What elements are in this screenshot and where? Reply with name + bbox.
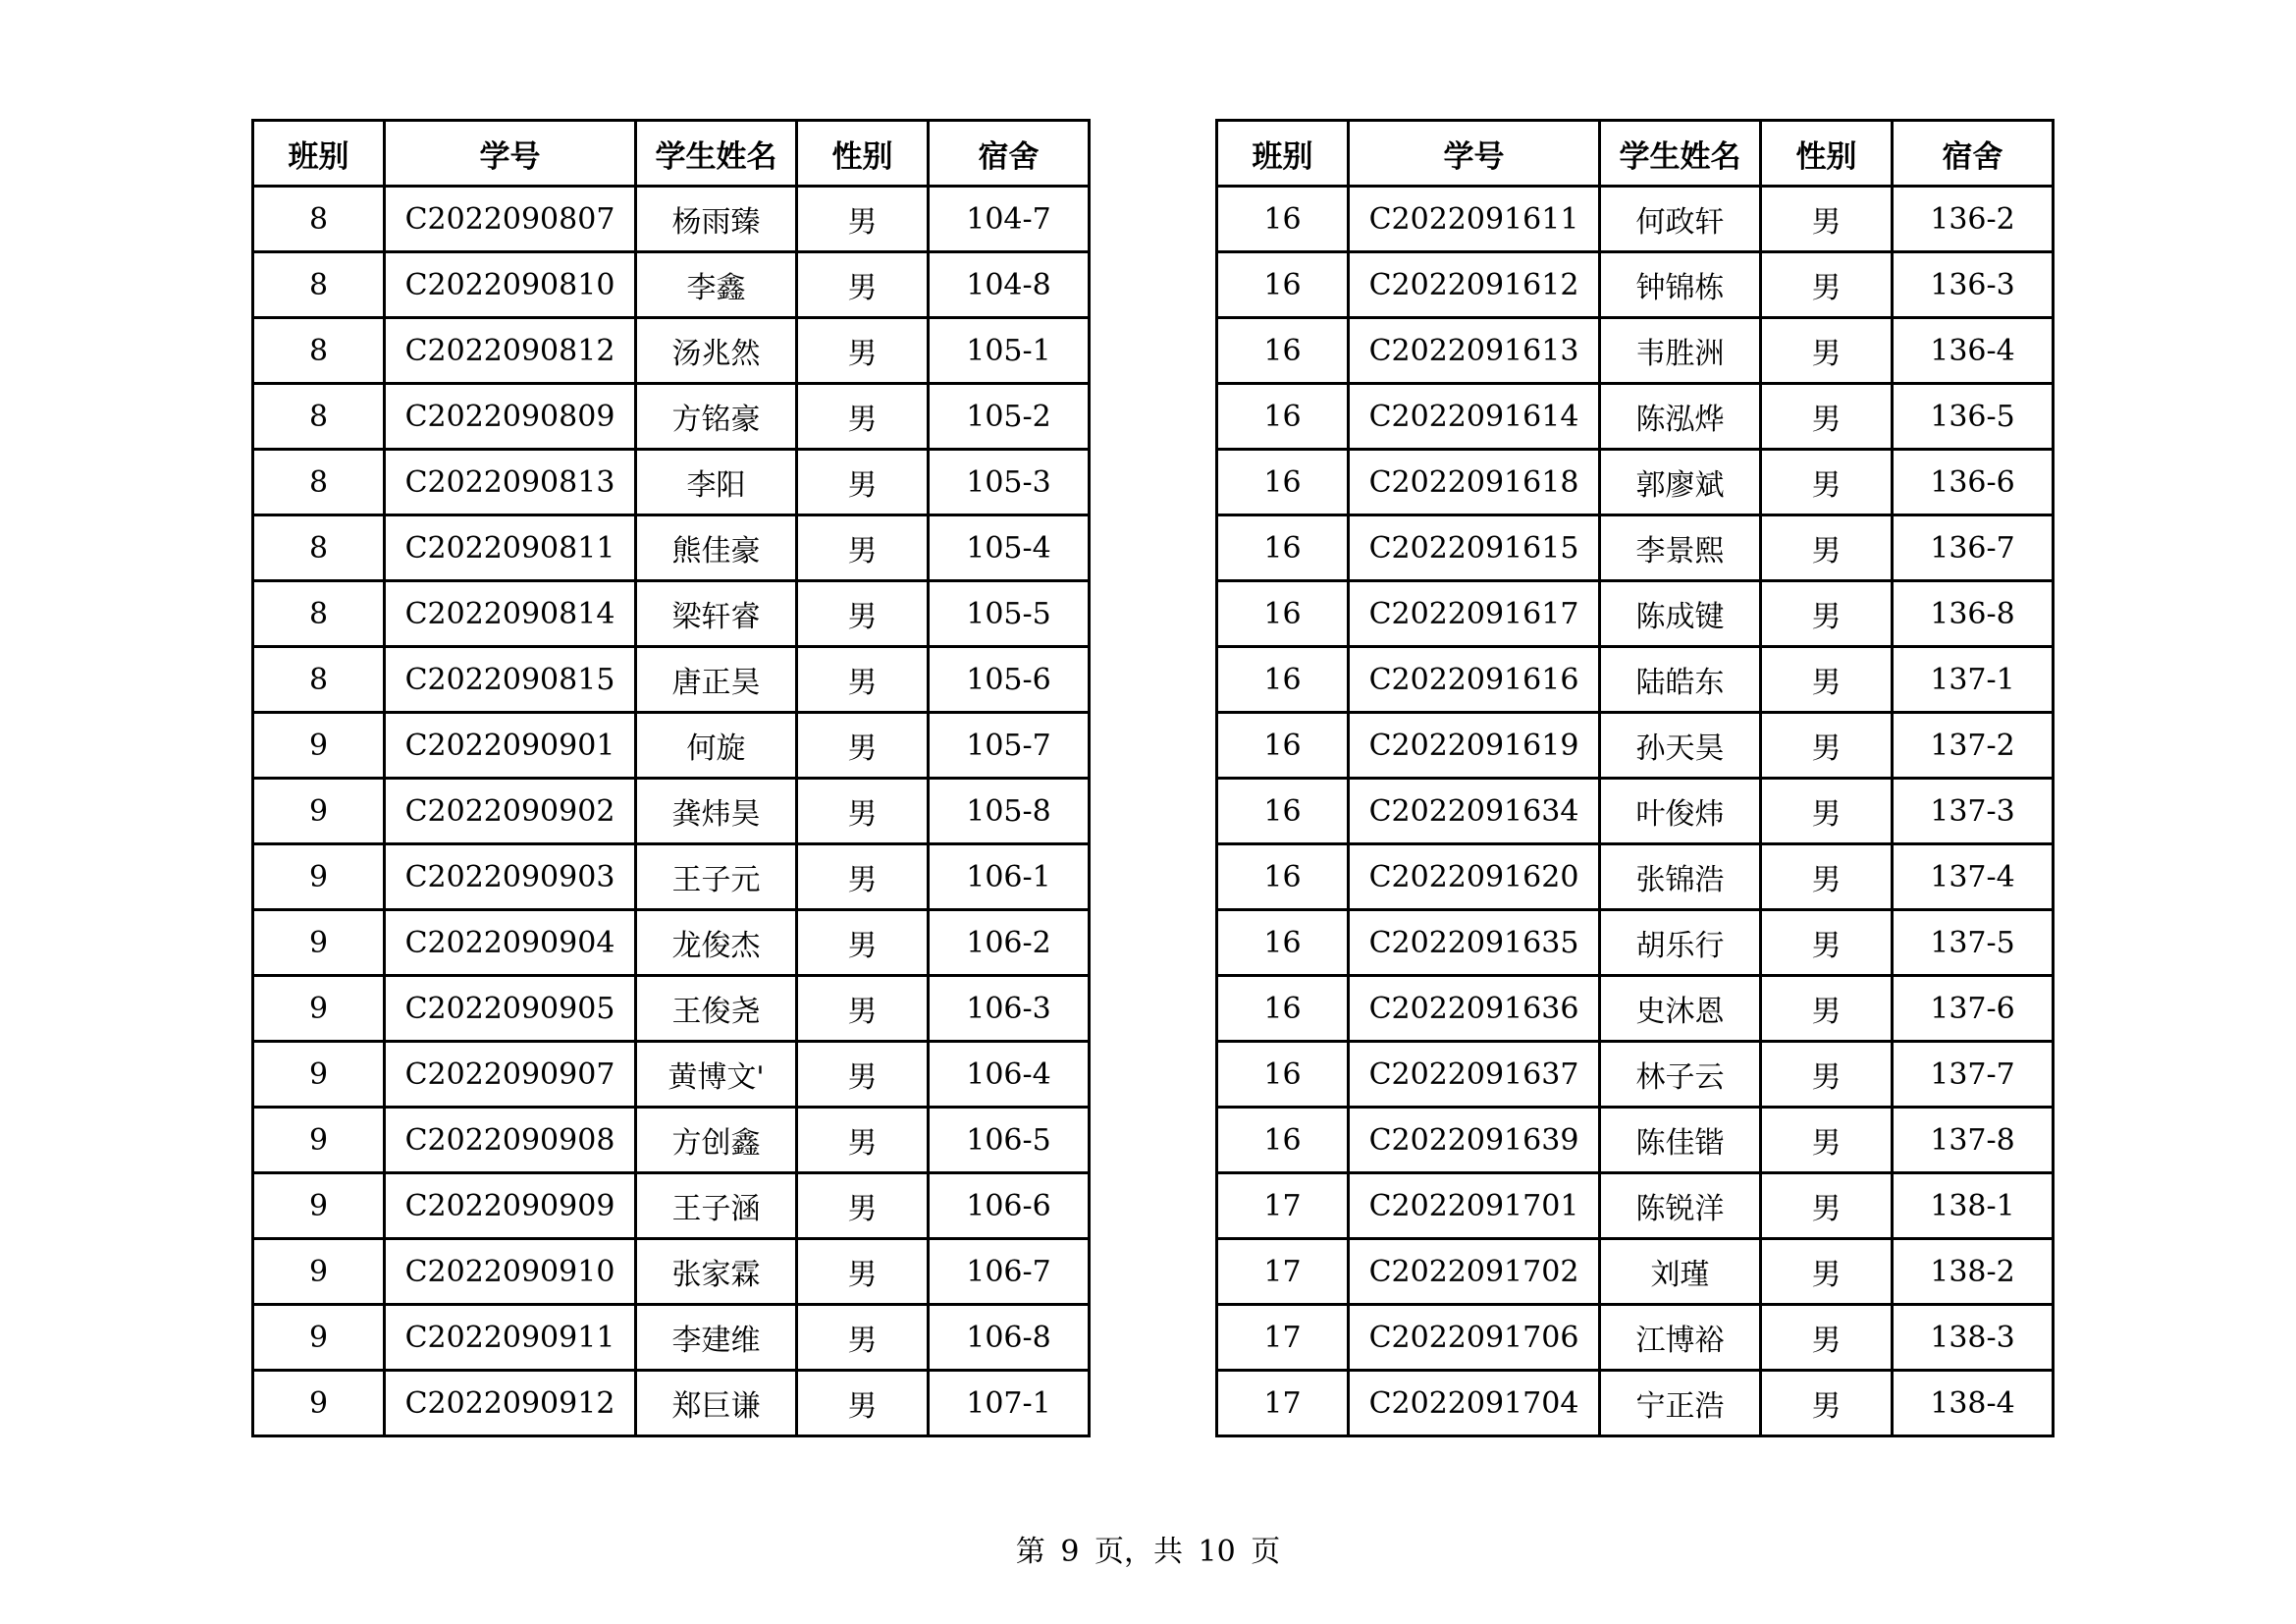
cell-student-name: 胡乐行 [1600, 910, 1761, 976]
table-row [253, 1108, 1090, 1173]
cell-dorm: 137-4 [1893, 844, 2054, 910]
cell-gender: 男 [797, 1042, 929, 1108]
cell-student-name: 李鑫 [636, 252, 797, 318]
cell-student-id: C2022090903 [385, 844, 636, 910]
cell-dorm: 138-2 [1893, 1239, 2054, 1305]
cell-student-name: 方铭豪 [636, 384, 797, 450]
cell-student-id: C2022090901 [385, 713, 636, 779]
header-student-id: 学号 [385, 121, 636, 187]
table-row [1217, 384, 2054, 450]
cell-class: 17 [1217, 1305, 1349, 1371]
cell-dorm: 105-2 [929, 384, 1090, 450]
cell-student-id: C2022091634 [1349, 779, 1600, 844]
cell-class: 8 [253, 515, 385, 581]
table-row [253, 844, 1090, 910]
table-row [1217, 1371, 2054, 1436]
cell-class: 17 [1217, 1173, 1349, 1239]
cell-student-id: C2022091614 [1349, 384, 1600, 450]
cell-dorm: 137-1 [1893, 647, 2054, 713]
cell-student-id: C2022091636 [1349, 976, 1600, 1042]
cell-student-name: 黄博文' [636, 1042, 797, 1108]
cell-class: 16 [1217, 515, 1349, 581]
cell-gender: 男 [797, 384, 929, 450]
cell-dorm: 136-5 [1893, 384, 2054, 450]
cell-gender: 男 [797, 581, 929, 647]
table-row [253, 1239, 1090, 1305]
cell-dorm: 136-3 [1893, 252, 2054, 318]
header-class: 班别 [1217, 121, 1349, 187]
cell-gender: 男 [1761, 1305, 1893, 1371]
cell-student-id: C2022091618 [1349, 450, 1600, 515]
cell-dorm: 104-7 [929, 187, 1090, 252]
cell-class: 8 [253, 581, 385, 647]
cell-class: 9 [253, 713, 385, 779]
cell-gender: 男 [797, 1173, 929, 1239]
cell-gender: 男 [1761, 1042, 1893, 1108]
cell-dorm: 136-2 [1893, 187, 2054, 252]
cell-gender: 男 [797, 1239, 929, 1305]
header-gender: 性别 [797, 121, 929, 187]
cell-dorm: 106-5 [929, 1108, 1090, 1173]
cell-class: 8 [253, 252, 385, 318]
cell-student-name: 郭廖斌 [1600, 450, 1761, 515]
cell-gender: 男 [1761, 1173, 1893, 1239]
table-row [253, 1173, 1090, 1239]
cell-student-name: 钟锦栋 [1600, 252, 1761, 318]
cell-student-id: C2022091612 [1349, 252, 1600, 318]
cell-gender: 男 [1761, 647, 1893, 713]
cell-dorm: 107-1 [929, 1371, 1090, 1436]
cell-gender: 男 [1761, 187, 1893, 252]
cell-student-name: 龚炜昊 [636, 779, 797, 844]
cell-student-name: 王子涵 [636, 1173, 797, 1239]
cell-class: 16 [1217, 252, 1349, 318]
cell-student-id: C2022091617 [1349, 581, 1600, 647]
header-student-id: 学号 [1349, 121, 1600, 187]
cell-student-name: 史沐恩 [1600, 976, 1761, 1042]
cell-dorm: 106-1 [929, 844, 1090, 910]
cell-student-id: C2022090904 [385, 910, 636, 976]
cell-dorm: 137-6 [1893, 976, 2054, 1042]
cell-dorm: 136-4 [1893, 318, 2054, 384]
header-student-name: 学生姓名 [1600, 121, 1761, 187]
cell-student-id: C2022090912 [385, 1371, 636, 1436]
cell-student-id: C2022091613 [1349, 318, 1600, 384]
cell-student-id: C2022090811 [385, 515, 636, 581]
cell-student-id: C2022090905 [385, 976, 636, 1042]
cell-dorm: 136-6 [1893, 450, 2054, 515]
cell-student-name: 李建维 [636, 1305, 797, 1371]
table-header-row [253, 121, 1090, 187]
cell-dorm: 106-2 [929, 910, 1090, 976]
table-row [1217, 910, 2054, 976]
cell-gender: 男 [797, 976, 929, 1042]
cell-class: 16 [1217, 1108, 1349, 1173]
cell-class: 8 [253, 187, 385, 252]
cell-student-id: C2022091615 [1349, 515, 1600, 581]
cell-student-id: C2022091635 [1349, 910, 1600, 976]
page-footer: 第 9 页，共 10 页 [1015, 1535, 1281, 1569]
cell-dorm: 137-7 [1893, 1042, 2054, 1108]
table-row [1217, 1042, 2054, 1108]
cell-dorm: 138-3 [1893, 1305, 2054, 1371]
header-gender: 性别 [1761, 121, 1893, 187]
cell-class: 9 [253, 1173, 385, 1239]
cell-student-id: C2022090814 [385, 581, 636, 647]
roster-body-left [253, 187, 1090, 1436]
table-row [253, 910, 1090, 976]
cell-student-name: 张家霖 [636, 1239, 797, 1305]
cell-gender: 男 [1761, 779, 1893, 844]
cell-student-name: 陆皓东 [1600, 647, 1761, 713]
cell-gender: 男 [1761, 450, 1893, 515]
cell-class: 9 [253, 976, 385, 1042]
cell-gender: 男 [797, 844, 929, 910]
table-header-row [1217, 121, 2054, 187]
cell-dorm: 136-8 [1893, 581, 2054, 647]
cell-dorm: 105-1 [929, 318, 1090, 384]
table-row [1217, 779, 2054, 844]
cell-student-name: 叶俊炜 [1600, 779, 1761, 844]
table-row [1217, 318, 2054, 384]
cell-dorm: 105-6 [929, 647, 1090, 713]
cell-student-name: 唐正昊 [636, 647, 797, 713]
header-student-name: 学生姓名 [636, 121, 797, 187]
table-row [1217, 581, 2054, 647]
cell-student-name: 陈成键 [1600, 581, 1761, 647]
table-row [1217, 515, 2054, 581]
cell-dorm: 106-6 [929, 1173, 1090, 1239]
cell-gender: 男 [1761, 844, 1893, 910]
cell-student-id: C2022090810 [385, 252, 636, 318]
table-row [1217, 1173, 2054, 1239]
cell-dorm: 105-4 [929, 515, 1090, 581]
cell-student-id: C2022091619 [1349, 713, 1600, 779]
cell-student-id: C2022090902 [385, 779, 636, 844]
cell-dorm: 137-5 [1893, 910, 2054, 976]
cell-gender: 男 [1761, 1108, 1893, 1173]
cell-class: 16 [1217, 647, 1349, 713]
cell-student-id: C2022091706 [1349, 1305, 1600, 1371]
table-row [253, 450, 1090, 515]
cell-student-name: 王子元 [636, 844, 797, 910]
table-row [1217, 844, 2054, 910]
cell-student-id: C2022091702 [1349, 1239, 1600, 1305]
cell-class: 16 [1217, 581, 1349, 647]
cell-gender: 男 [797, 450, 929, 515]
cell-gender: 男 [1761, 581, 1893, 647]
table-row [253, 515, 1090, 581]
cell-class: 9 [253, 779, 385, 844]
table-row [253, 1371, 1090, 1436]
cell-class: 16 [1217, 318, 1349, 384]
cell-dorm: 137-8 [1893, 1108, 2054, 1173]
cell-student-name: 韦胜洲 [1600, 318, 1761, 384]
table-row [1217, 713, 2054, 779]
cell-dorm: 138-1 [1893, 1173, 2054, 1239]
table-row [1217, 450, 2054, 515]
cell-student-id: C2022091637 [1349, 1042, 1600, 1108]
table-row [253, 976, 1090, 1042]
cell-class: 16 [1217, 384, 1349, 450]
cell-gender: 男 [1761, 910, 1893, 976]
cell-gender: 男 [1761, 252, 1893, 318]
cell-class: 9 [253, 1371, 385, 1436]
cell-class: 16 [1217, 187, 1349, 252]
cell-gender: 男 [1761, 1371, 1893, 1436]
cell-class: 16 [1217, 844, 1349, 910]
cell-student-id: C2022091704 [1349, 1371, 1600, 1436]
cell-class: 9 [253, 910, 385, 976]
cell-student-id: C2022090813 [385, 450, 636, 515]
cell-dorm: 138-4 [1893, 1371, 2054, 1436]
cell-class: 16 [1217, 910, 1349, 976]
cell-class: 17 [1217, 1239, 1349, 1305]
cell-dorm: 105-5 [929, 581, 1090, 647]
cell-dorm: 137-2 [1893, 713, 2054, 779]
cell-student-name: 林子云 [1600, 1042, 1761, 1108]
cell-class: 17 [1217, 1371, 1349, 1436]
roster-table-left [251, 119, 1091, 1437]
cell-gender: 男 [797, 187, 929, 252]
cell-dorm: 136-7 [1893, 515, 2054, 581]
cell-student-id: C2022090812 [385, 318, 636, 384]
cell-student-id: C2022090909 [385, 1173, 636, 1239]
cell-student-id: C2022090907 [385, 1042, 636, 1108]
cell-class: 9 [253, 1108, 385, 1173]
cell-student-id: C2022090910 [385, 1239, 636, 1305]
cell-student-name: 张锦浩 [1600, 844, 1761, 910]
table-row [1217, 1108, 2054, 1173]
cell-student-name: 宁正浩 [1600, 1371, 1761, 1436]
header-dorm: 宿舍 [1893, 121, 2054, 187]
cell-gender: 男 [1761, 713, 1893, 779]
cell-dorm: 106-3 [929, 976, 1090, 1042]
table-row [1217, 976, 2054, 1042]
cell-student-name: 梁轩睿 [636, 581, 797, 647]
cell-dorm: 106-8 [929, 1305, 1090, 1371]
table-row [1217, 1305, 2054, 1371]
table-row [1217, 1239, 2054, 1305]
cell-class: 8 [253, 318, 385, 384]
table-row [253, 713, 1090, 779]
cell-gender: 男 [797, 252, 929, 318]
cell-dorm: 106-7 [929, 1239, 1090, 1305]
cell-student-name: 何旋 [636, 713, 797, 779]
cell-student-name: 孙天昊 [1600, 713, 1761, 779]
table-row [253, 187, 1090, 252]
table-row [253, 252, 1090, 318]
cell-student-name: 王俊尧 [636, 976, 797, 1042]
cell-gender: 男 [797, 779, 929, 844]
cell-gender: 男 [797, 1371, 929, 1436]
cell-gender: 男 [797, 515, 929, 581]
cell-class: 9 [253, 1042, 385, 1108]
header-dorm: 宿舍 [929, 121, 1090, 187]
table-row [253, 384, 1090, 450]
cell-student-name: 陈锐洋 [1600, 1173, 1761, 1239]
cell-gender: 男 [797, 910, 929, 976]
cell-student-id: C2022091639 [1349, 1108, 1600, 1173]
cell-class: 16 [1217, 1042, 1349, 1108]
cell-student-name: 李阳 [636, 450, 797, 515]
cell-gender: 男 [797, 1108, 929, 1173]
cell-gender: 男 [797, 1305, 929, 1371]
cell-student-name: 熊佳豪 [636, 515, 797, 581]
cell-student-name: 陈佳锴 [1600, 1108, 1761, 1173]
cell-student-name: 江博裕 [1600, 1305, 1761, 1371]
cell-dorm: 104-8 [929, 252, 1090, 318]
cell-class: 9 [253, 1239, 385, 1305]
cell-student-id: C2022091620 [1349, 844, 1600, 910]
table-row [253, 581, 1090, 647]
roster-body-right [1217, 187, 2054, 1436]
cell-student-name: 郑巨谦 [636, 1371, 797, 1436]
table-row [1217, 647, 2054, 713]
cell-class: 8 [253, 384, 385, 450]
cell-class: 16 [1217, 450, 1349, 515]
cell-student-id: C2022090908 [385, 1108, 636, 1173]
cell-student-name: 李景熙 [1600, 515, 1761, 581]
roster-table-right [1215, 119, 2055, 1437]
cell-dorm: 106-4 [929, 1042, 1090, 1108]
table-row [253, 318, 1090, 384]
cell-student-name: 刘瑾 [1600, 1239, 1761, 1305]
cell-gender: 男 [1761, 384, 1893, 450]
cell-class: 9 [253, 844, 385, 910]
cell-gender: 男 [1761, 318, 1893, 384]
cell-student-name: 龙俊杰 [636, 910, 797, 976]
cell-student-name: 杨雨臻 [636, 187, 797, 252]
cell-student-id: C2022091701 [1349, 1173, 1600, 1239]
cell-gender: 男 [1761, 515, 1893, 581]
cell-student-name: 汤兆然 [636, 318, 797, 384]
cell-class: 8 [253, 450, 385, 515]
cell-gender: 男 [797, 647, 929, 713]
cell-student-id: C2022090809 [385, 384, 636, 450]
table-row [253, 779, 1090, 844]
cell-student-name: 方创鑫 [636, 1108, 797, 1173]
table-row [253, 1305, 1090, 1371]
table-row [253, 1042, 1090, 1108]
cell-dorm: 105-3 [929, 450, 1090, 515]
cell-gender: 男 [797, 318, 929, 384]
cell-gender: 男 [1761, 1239, 1893, 1305]
table-row [253, 647, 1090, 713]
cell-student-id: C2022091611 [1349, 187, 1600, 252]
cell-class: 16 [1217, 779, 1349, 844]
cell-student-id: C2022090911 [385, 1305, 636, 1371]
cell-class: 16 [1217, 976, 1349, 1042]
header-class: 班别 [253, 121, 385, 187]
cell-student-name: 何政轩 [1600, 187, 1761, 252]
cell-student-id: C2022090807 [385, 187, 636, 252]
cell-class: 16 [1217, 713, 1349, 779]
cell-gender: 男 [1761, 976, 1893, 1042]
cell-student-id: C2022090815 [385, 647, 636, 713]
table-row [1217, 252, 2054, 318]
cell-dorm: 137-3 [1893, 779, 2054, 844]
cell-class: 8 [253, 647, 385, 713]
cell-student-id: C2022091616 [1349, 647, 1600, 713]
cell-gender: 男 [797, 713, 929, 779]
cell-student-name: 陈泓烨 [1600, 384, 1761, 450]
cell-dorm: 105-8 [929, 779, 1090, 844]
table-row [1217, 187, 2054, 252]
cell-class: 9 [253, 1305, 385, 1371]
cell-dorm: 105-7 [929, 713, 1090, 779]
